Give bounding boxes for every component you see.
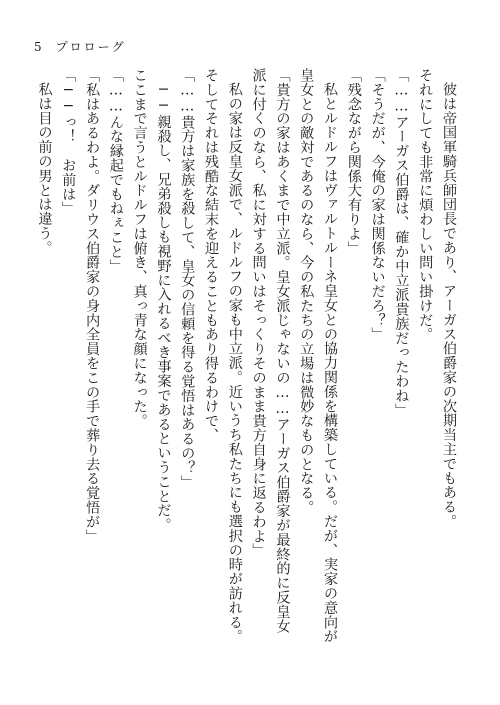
text-line: 私の家は反皇女派で、ルドルフの家も中立派。近いうち私たちにも選択の時が訪れる。 — [226, 82, 243, 644]
text-line: 私は目の前の男とは違う。 — [36, 82, 53, 255]
text-line: ここまで言うとルドルフは俯き、真っ青な顔になった。 — [131, 68, 148, 428]
text-line: 私とルドルフはヴァルトルーネ皇女との協力関係を構築している。だが、実家の意向が — [322, 82, 339, 644]
text-line: 「そうだが、今俺の家は関係ないだろ？」 — [369, 68, 386, 342]
text-line: 「──っ！ お前は」 — [60, 68, 77, 216]
text-line: そしてそれは残酷な結末を迎えることもあり得るわけで、 — [203, 68, 220, 443]
text-line: 「貴方の家はあくまで中立派。皇女派じゃないの……アーガス伯爵家が最終的に反皇女 — [274, 68, 291, 634]
text-line: 「残念ながら関係大有りよ」 — [345, 68, 362, 256]
text-line: 皇女との敵対であるのなら、今の私たちの立場は微妙なものとなる。 — [298, 68, 315, 515]
text-line: 「……貴方は家族を殺して、皇女の信頼を得る覚悟はあるの？」 — [179, 68, 196, 490]
text-line: ──親殺し、兄弟殺しも視野に入れるべき事案であるということだ。 — [155, 82, 172, 533]
chapter-title: プロローグ — [55, 40, 126, 54]
page-number: 5 — [34, 40, 42, 54]
text-line: 派に付くのなら、私に対する問いはそっくりそのまま貴方自身に返るわよ」 — [250, 68, 267, 558]
running-header — [34, 38, 126, 55]
text-line: 「……んな縁起でもねぇこと」 — [107, 68, 124, 274]
text-line: 「私はあるわよ。ダリウス伯爵家の身内全員をこの手で葬り去る覚悟が」 — [84, 68, 101, 544]
text-line: それにしても非常に煩わしい問い掛けだ。 — [417, 68, 434, 342]
text-line: 彼は帝国軍騎兵師団長であり、アーガス伯爵家の次期当主でもある。 — [441, 82, 457, 529]
vertical-body-text — [32, 68, 460, 668]
text-line: 「……アーガス伯爵は、確か中立派貴族だったわね」 — [393, 68, 410, 418]
